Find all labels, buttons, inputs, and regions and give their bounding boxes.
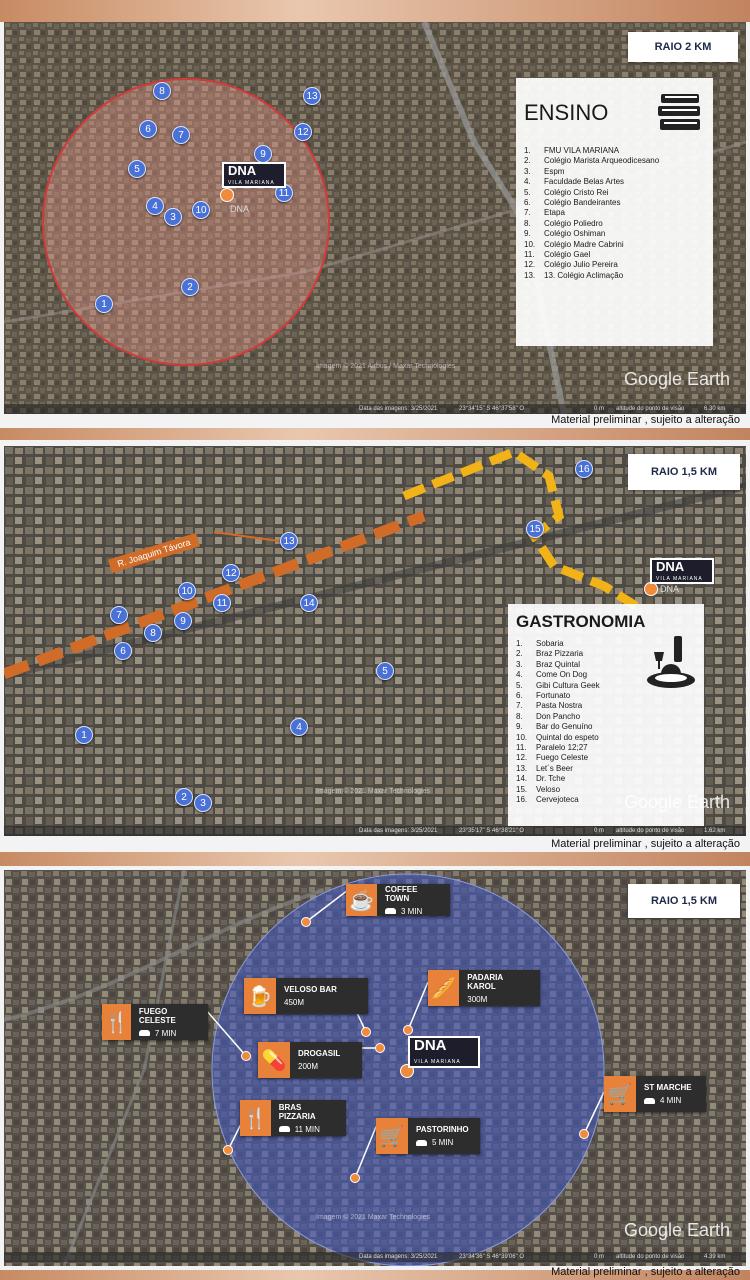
satellite-map <box>4 870 746 1266</box>
poi-card-pastorinho[interactable]: 🛒 PASTORINHO 5 MIN <box>376 1118 480 1154</box>
dna-logo: DNA VILA MARIANA <box>650 558 714 584</box>
list-item: 4. Faculdade Belas Artes <box>524 177 625 187</box>
map-pin[interactable]: 6 <box>114 642 132 660</box>
list-item: 4. Come On Dog <box>516 670 588 680</box>
legend-title: GASTRONOMIA <box>516 612 646 631</box>
map-panel-gastronomia <box>4 446 746 836</box>
list-item: 11. Colégio Gael <box>524 250 591 260</box>
list-item: 10. Quintal do espeto <box>516 732 599 742</box>
dna-map-label: DNA <box>230 204 250 214</box>
list-item: 8. Colégio Poliedro <box>524 218 603 228</box>
map-pin[interactable]: 7 <box>110 606 128 624</box>
status-bar: Data das imagens: 3/25/2021 23°34'15" S 46°37'58" O 0 m altitude do ponto de visão 6.30 km <box>4 404 746 414</box>
list-item: 15. Veloso <box>516 784 561 794</box>
dna-logo: DNA VILA MARIANA <box>222 162 286 188</box>
list-item: 3. Braz Quintal <box>516 659 581 669</box>
legend-list <box>524 146 705 281</box>
legend-title: ENSINO <box>524 100 609 125</box>
bread-icon: 🥖 <box>428 970 459 1006</box>
dna-map-label: DNA <box>660 584 680 594</box>
map-panel-ensino <box>4 22 746 414</box>
google-earth-watermark: Google Earth <box>624 792 731 812</box>
map-pin[interactable]: 8 <box>153 82 171 100</box>
list-item: 12. Colégio Julio Pereira <box>524 260 618 270</box>
map-pin[interactable]: 11 <box>275 184 293 202</box>
map-pin[interactable]: 4 <box>290 718 308 736</box>
legend-ensino <box>516 78 713 346</box>
map-panel-pois <box>4 870 746 1266</box>
top-band <box>0 0 750 22</box>
poi-dot[interactable] <box>403 1025 413 1035</box>
list-item: 9. Bar do Genuíno <box>516 722 593 732</box>
wine-dinner-icon <box>644 634 698 690</box>
map-pin[interactable]: 10 <box>178 582 196 600</box>
list-item: 1. Sobaria <box>516 639 564 648</box>
poi-card-veloso-bar[interactable]: 🍺 VELOSO BAR 450M <box>244 978 368 1014</box>
map-pin[interactable]: 13 <box>280 532 298 550</box>
divider-band <box>0 852 750 866</box>
car-icon <box>279 1126 290 1132</box>
map-pin[interactable]: 9 <box>254 145 272 163</box>
dna-logo: DNA VILA MARIANA <box>408 1036 480 1068</box>
poi-card-fuego-celeste[interactable]: 🍴 FUEGO CELESTE 7 MIN <box>102 1004 208 1040</box>
beer-mug-icon: 🍺 <box>244 978 276 1014</box>
list-item: 3. Espm <box>524 166 565 176</box>
poi-dot[interactable] <box>361 1027 371 1037</box>
map-pin[interactable]: 1 <box>75 726 93 744</box>
imagery-credit: Imagem © 2021 Maxar Technologies <box>316 788 430 795</box>
caption: Material preliminar , sujeito a alteração <box>551 1266 740 1278</box>
cutlery-icon: 🍴 <box>240 1100 271 1136</box>
list-item: 8. Don Pancho <box>516 711 581 721</box>
list-item: 14. Dr. Tche <box>516 774 566 784</box>
cutlery-icon: 🍴 <box>102 1004 131 1040</box>
map-pin[interactable]: 10 <box>192 201 210 219</box>
list-item: 12. Fuego Celeste <box>516 753 589 763</box>
poi-dot[interactable] <box>241 1051 251 1061</box>
poi-dot[interactable] <box>223 1145 233 1155</box>
car-icon <box>644 1098 655 1104</box>
map-pin[interactable]: 5 <box>376 662 394 680</box>
poi-dot[interactable] <box>579 1129 589 1139</box>
car-icon <box>385 908 396 914</box>
list-item: 5. Colégio Cristo Rei <box>524 187 609 197</box>
list-item: 7. Pasta Nostra <box>516 701 583 711</box>
map-pin[interactable]: 2 <box>181 278 199 296</box>
map-pin[interactable]: 16 <box>575 460 593 478</box>
map-pin[interactable]: 9 <box>174 612 192 630</box>
car-icon <box>416 1140 427 1146</box>
map-pin[interactable]: 3 <box>164 208 182 226</box>
map-pin[interactable]: 14 <box>300 594 318 612</box>
map-pin[interactable]: 3 <box>194 794 212 812</box>
caption: Material preliminar , sujeito a alteração <box>551 414 740 426</box>
list-item: 10. Colégio Madre Cabrini <box>524 239 624 249</box>
map-pin[interactable]: 12 <box>222 564 240 582</box>
radius-badge: RAIO 1,5 KM <box>628 884 740 918</box>
imagery-credit: Imagem © 2021 Maxar Technologies <box>316 1214 430 1221</box>
shopping-cart-icon: 🛒 <box>376 1118 408 1154</box>
list-item: 2. Braz Pizzaria <box>516 649 584 659</box>
poi-card-bras-pizzaria[interactable]: 🍴 BRAS PIZZARIA 11 MIN <box>240 1100 346 1136</box>
status-bar: Data das imagens: 3/25/2021 23°35'17" S 46°38'21" O 0 m altitude do ponto de visão 1.62 km <box>4 826 746 836</box>
caption: Material preliminar , sujeito a alteração <box>551 838 740 850</box>
coffee-cup-icon: ☕ <box>346 884 377 916</box>
map-pin[interactable]: 6 <box>139 120 157 138</box>
google-earth-watermark: Google Earth <box>624 1220 731 1240</box>
list-item: 6. Fortunato <box>516 691 571 701</box>
poi-card-coffee-town[interactable]: ☕ COFFEE TOWN 3 MIN <box>346 884 450 916</box>
poi-card-padaria-karol[interactable]: 🥖 PADARIA KAROL 300M <box>428 970 540 1006</box>
map-pin[interactable]: 11 <box>213 594 231 612</box>
map-pin[interactable]: 2 <box>175 788 193 806</box>
list-item: 6. Colégio Bandeirantes <box>524 198 621 208</box>
list-item: 7. Etapa <box>524 208 565 218</box>
list-item: 1. FMU VILA MARIANA <box>524 146 620 155</box>
map-pin[interactable]: 8 <box>144 624 162 642</box>
map-pin[interactable]: 7 <box>172 126 190 144</box>
list-item: 11. Paralelo 12;27 <box>516 743 588 753</box>
list-item: 2. Colégio Marista Arqueodicesano <box>524 156 660 166</box>
poi-card-drogasil[interactable]: 💊 DROGASIL 200M <box>258 1042 362 1078</box>
radius-badge: RAIO 2 KM <box>628 32 738 62</box>
street-label: R. Joaquim Távora <box>108 533 200 573</box>
poi-dot[interactable] <box>375 1043 385 1053</box>
radius-badge: RAIO 1,5 KM <box>628 454 740 490</box>
car-icon <box>139 1030 150 1036</box>
poi-dot[interactable] <box>350 1173 360 1183</box>
dna-location-dot[interactable] <box>220 188 234 202</box>
list-item: 5. Gibi Cultura Geek <box>516 680 600 690</box>
google-earth-watermark: Google Earth <box>624 369 731 389</box>
list-item: 9. Colégio Oshiman <box>524 229 606 239</box>
list-item: 16. Cervejoteca <box>516 795 579 805</box>
pill-bottle-icon: 💊 <box>258 1042 290 1078</box>
map-pin[interactable]: 15 <box>526 520 544 538</box>
map-pin[interactable]: 1 <box>95 295 113 313</box>
map-pin[interactable]: 4 <box>146 197 164 215</box>
poi-card-st-marche[interactable]: 🛒 ST MARCHE 4 MIN <box>604 1076 706 1112</box>
map-pin[interactable]: 5 <box>128 160 146 178</box>
list-item: 13. Let´s Beer <box>516 763 573 773</box>
map-pin[interactable]: 12 <box>294 123 312 141</box>
imagery-credit: Imagem © 2021 Airbus / Maxar Technologies <box>316 363 456 370</box>
map-pin[interactable]: 13 <box>303 87 321 105</box>
status-bar: Data das imagens: 3/25/2021 23°34'36" S 46°39'06" O 0 m altitude do ponto de visão 4.39 km <box>4 1252 746 1262</box>
books-icon <box>655 90 705 136</box>
list-item: 13. 13. Colégio Aclimação <box>524 270 624 280</box>
poi-dot[interactable] <box>301 917 311 927</box>
shopping-cart-icon: 🛒 <box>604 1076 636 1112</box>
divider-band <box>0 428 750 440</box>
